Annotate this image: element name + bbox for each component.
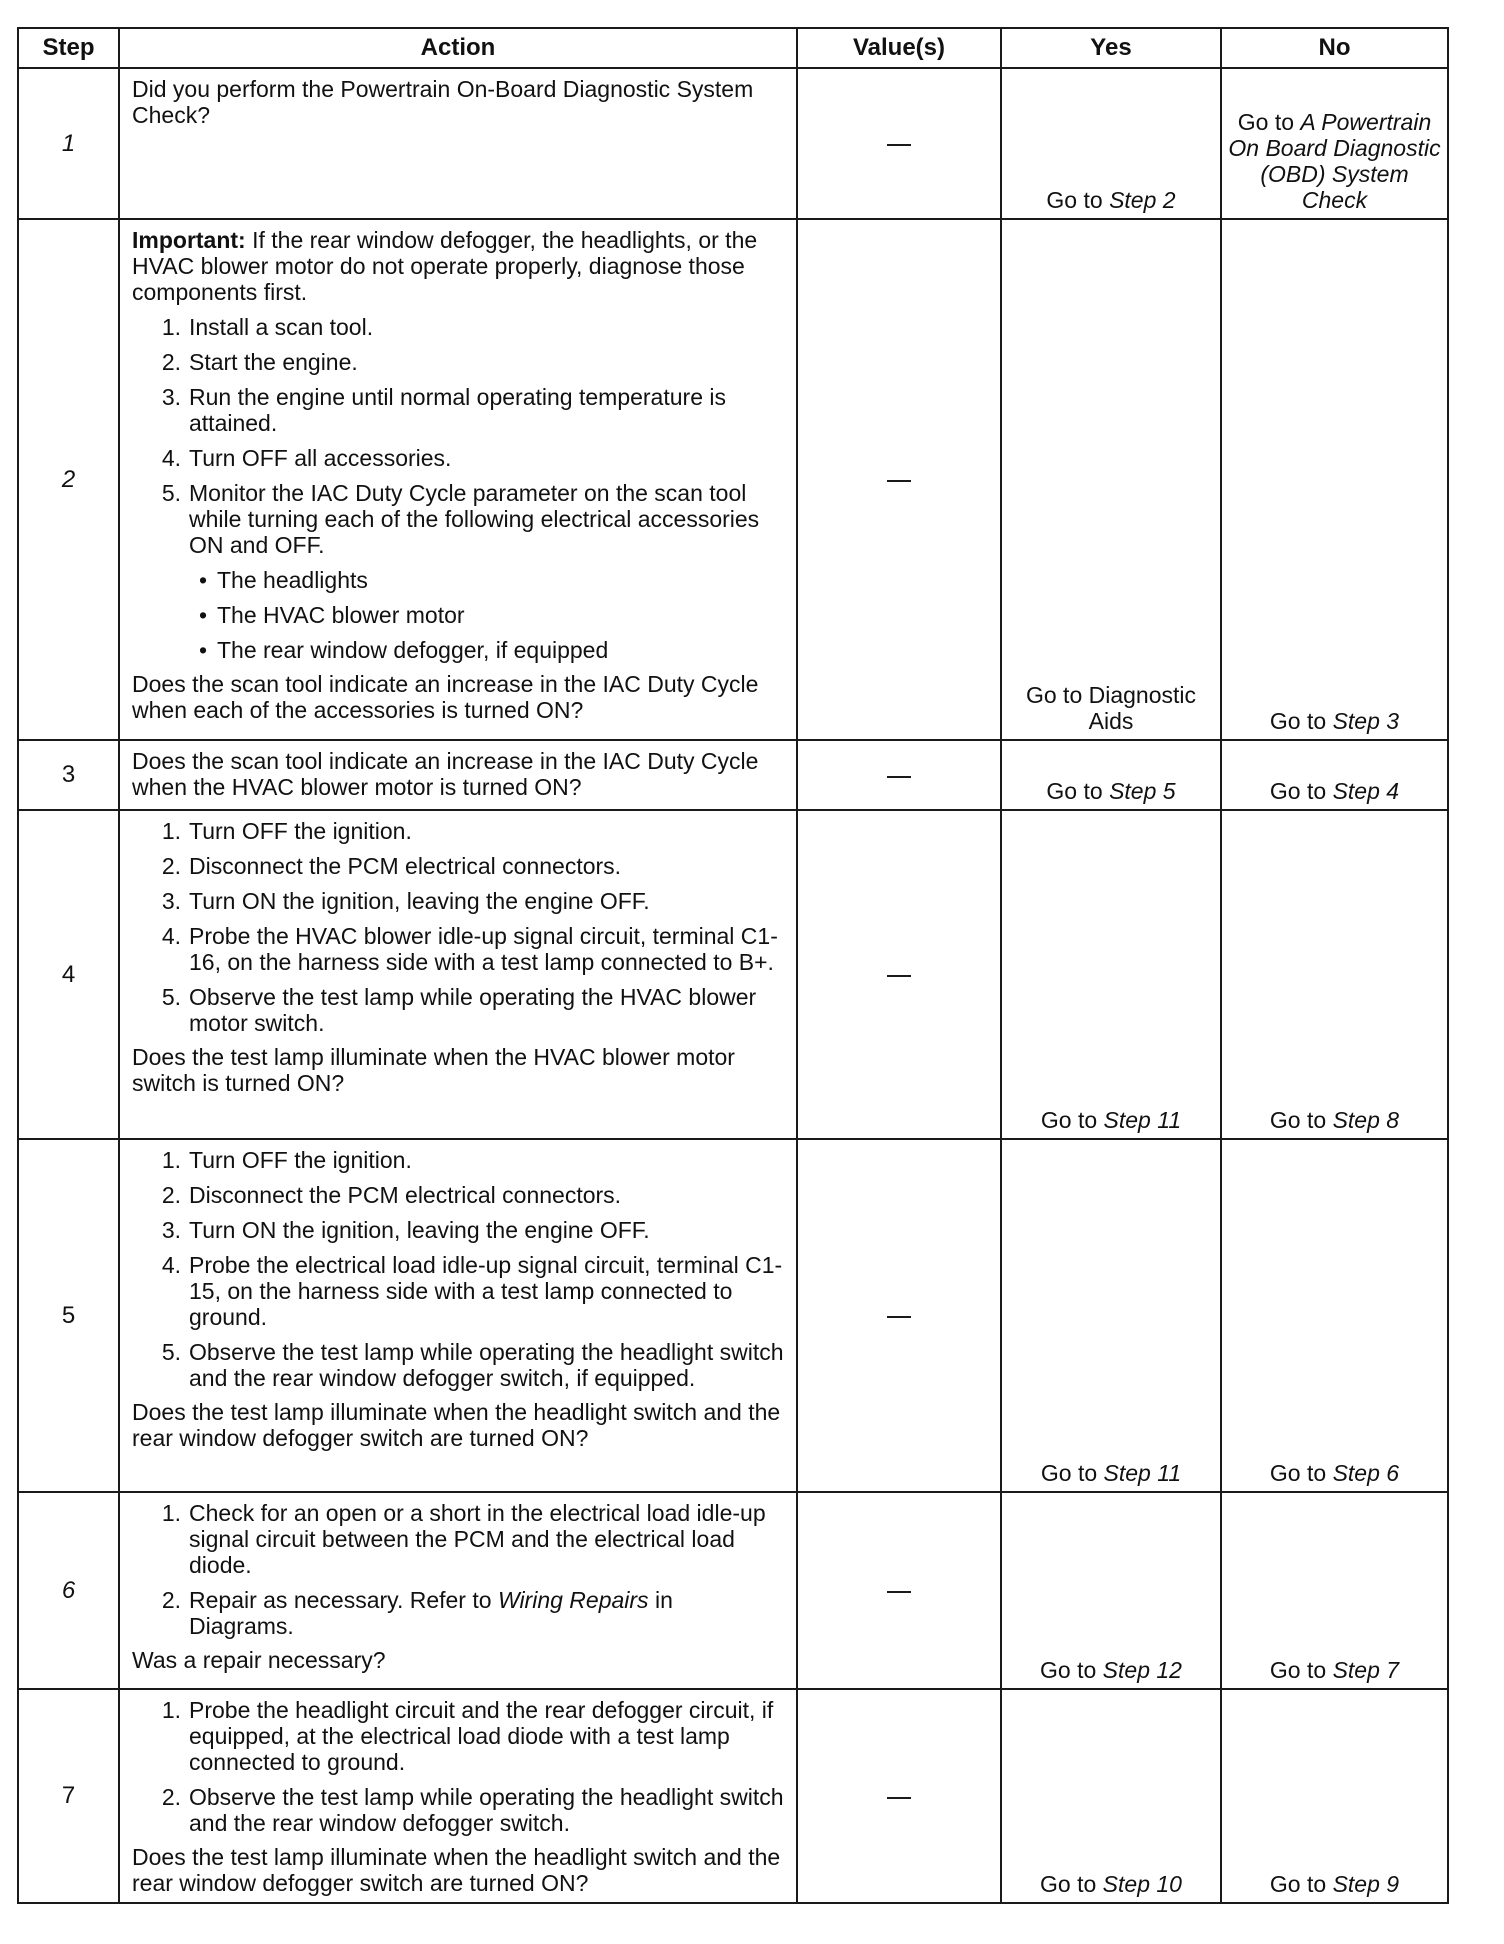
no-go-to: Go to <box>1269 778 1327 804</box>
header-values: Value(s) <box>797 28 1001 68</box>
list-item: 2. Disconnect the PCM electrical connectors. <box>132 853 784 879</box>
list-item: 4. Probe the HVAC blower idle-up signal circuit, terminal C1-16, on the harness side with a test lamp connected to B+. <box>132 923 784 975</box>
list-item-text: Probe the HVAC blower idle-up signal circuit, terminal C1-16, on the harness side with a test lamp connected to B+. <box>189 923 778 975</box>
action-question: Does the scan tool indicate an increase in the IAC Duty Cycle when each of the accessories is turned ON? <box>132 671 759 723</box>
no-cell <box>1221 810 1448 1139</box>
action-question: Does the test lamp illuminate when the headlight switch and the rear window defogger switch are turned ON? <box>132 1844 781 1896</box>
list-item: 1. Turn OFF the ignition. <box>132 1147 784 1173</box>
table-row <box>18 1492 1448 1689</box>
list-item: 3. Turn ON the ignition, leaving the engine OFF. <box>132 1217 784 1243</box>
action-cell <box>119 740 797 810</box>
no-cell <box>1221 740 1448 810</box>
list-item-text: Disconnect the PCM electrical connectors. <box>189 1182 622 1208</box>
list-item-text: Turn ON the ignition, leaving the engine OFF. <box>189 1217 650 1243</box>
list-item: 2. Observe the test lamp while operating the headlight switch and the rear window defogger switch. <box>161 1784 784 1836</box>
no-step-ref[interactable]: Step 6 <box>1332 1460 1400 1486</box>
yes-step-ref[interactable]: Step 11 <box>1103 1460 1182 1486</box>
no-go-to: Go to <box>1269 1460 1327 1486</box>
yes-cell <box>1001 1492 1221 1689</box>
list-item-text: Install a scan tool. <box>189 314 374 340</box>
no-step-ref[interactable]: Step 8 <box>1332 1107 1400 1133</box>
list-item: 5. Monitor the IAC Duty Cycle parameter on the scan tool while turning each of the following electrical accessories ON and OFF. <box>132 480 784 558</box>
list-item: 4. Probe the electrical load idle-up signal circuit, terminal C1-15, on the harness side with a test lamp connected to ground. <box>161 1252 783 1330</box>
list-item-text: Probe the electrical load idle-up signal circuit, terminal C1-15, on the harness side with a test lamp connected to ground. <box>189 1252 783 1330</box>
bullet-text: The rear window defogger, if equipped <box>217 637 609 663</box>
action-cell <box>119 219 797 740</box>
yes-step-ref[interactable]: Step 12 <box>1102 1657 1182 1683</box>
bullet-item: • The headlights <box>198 567 368 593</box>
important-label: Important: <box>132 227 246 253</box>
step-number: 4 <box>18 810 119 1139</box>
no-cell <box>1221 68 1448 219</box>
no-go-to: Go to <box>1237 109 1295 135</box>
yes-go-to-diagnostic-aids[interactable]: Go to Diagnostic Aids <box>1025 682 1197 734</box>
value-dash <box>887 1797 911 1799</box>
table-row <box>18 68 1448 219</box>
value-dash <box>887 1316 911 1318</box>
action-cell <box>119 1139 797 1492</box>
header-step: Step <box>18 28 119 68</box>
repair-text-end: in Diagrams. <box>189 1587 673 1639</box>
action-cell <box>119 810 797 1139</box>
no-cell <box>1221 219 1448 740</box>
no-step-ref[interactable]: Step 4 <box>1332 778 1400 804</box>
list-item: 3. Turn ON the ignition, leaving the engine OFF. <box>132 888 784 914</box>
value-cell <box>797 1492 1001 1689</box>
yes-go-to: Go to <box>1040 1657 1097 1683</box>
no-cell <box>1221 1139 1448 1492</box>
bullet-item: • The HVAC blower motor <box>198 602 465 628</box>
list-item: 2. Disconnect the PCM electrical connectors. <box>132 1182 784 1208</box>
action-question: Does the test lamp illuminate when the HVAC blower motor switch is turned ON? <box>132 1044 735 1096</box>
yes-step-ref[interactable]: Step 11 <box>1103 1107 1182 1133</box>
bullet-text: The headlights <box>217 567 368 593</box>
yes-go-to: Go to <box>1040 1871 1097 1897</box>
list-item: 4. Turn OFF all accessories. <box>132 445 784 471</box>
list-item: 1. Check for an open or a short in the electrical load idle-up signal circuit between the PCM and the electrical load diode. <box>132 1500 784 1578</box>
yes-go-to: Go to <box>1040 1460 1098 1486</box>
value-dash <box>887 975 911 977</box>
no-step-ref[interactable]: Step 9 <box>1332 1871 1400 1897</box>
no-step-ref[interactable]: Step 3 <box>1332 708 1400 734</box>
no-go-to: Go to <box>1269 1107 1327 1133</box>
list-item-text: Observe the test lamp while operating the HVAC blower motor switch. <box>189 984 757 1036</box>
list-item-text: Monitor the IAC Duty Cycle parameter on the scan tool while turning each of the following electrical accessories ON and OFF. <box>189 480 760 558</box>
list-item: 3. Run the engine until normal operating temperature is attained. <box>132 384 784 436</box>
action-question: Was a repair necessary? <box>132 1647 386 1673</box>
yes-cell <box>1001 1689 1221 1903</box>
step-number: 7 <box>18 1689 119 1903</box>
repair-text: Repair as necessary. Refer to <box>189 1587 492 1613</box>
action-question: Does the test lamp illuminate when the headlight switch and the rear window defogger switch are turned ON? <box>132 1399 781 1451</box>
list-item-text: Check for an open or a short in the electrical load idle-up signal circuit between the PCM and the electrical load diode. <box>189 1500 766 1578</box>
list-item-text: Turn OFF the ignition. <box>189 818 412 844</box>
no-go-to: Go to <box>1269 1657 1327 1683</box>
table-row <box>18 1139 1448 1492</box>
list-item: 5. Observe the test lamp while operating the HVAC blower motor switch. <box>132 984 784 1036</box>
no-cell <box>1221 1492 1448 1689</box>
step-number: 1 <box>18 68 119 219</box>
list-item-text: Probe the headlight circuit and the rear defogger circuit, if equipped, at the electrical load diode with a test lamp connected to ground. <box>189 1697 774 1775</box>
action-cell <box>119 1689 797 1903</box>
no-step-ref[interactable]: Step 7 <box>1332 1657 1400 1683</box>
bullet-item: • The rear window defogger, if equipped <box>198 637 609 663</box>
value-dash <box>887 776 911 778</box>
header-row <box>18 28 1448 68</box>
diagnostic-table <box>17 27 1449 1904</box>
list-item-text: Run the engine until normal operating temperature is attained. <box>189 384 726 436</box>
list-item-text: Observe the test lamp while operating the headlight switch and the rear window defogger switch. <box>189 1784 784 1836</box>
action-cell <box>119 1492 797 1689</box>
no-go-to: Go to <box>1269 708 1327 734</box>
value-dash <box>887 480 911 482</box>
no-step-ref[interactable]: A Powertrain On Board Diagnostic (OBD) System Check <box>1228 109 1441 213</box>
list-item-text <box>189 1587 784 1639</box>
yes-go-to: Go to <box>1046 778 1103 804</box>
list-item-text: Observe the test lamp while operating the headlight switch and the rear window defogger switch, if equipped. <box>189 1339 784 1391</box>
yes-go-to: Go to <box>1040 1107 1098 1133</box>
list-item: 1. Turn OFF the ignition. <box>132 818 784 844</box>
yes-step-ref[interactable]: Step 5 <box>1109 778 1176 804</box>
list-item: 2. Start the engine. <box>132 349 784 375</box>
yes-cell <box>1001 68 1221 219</box>
step-number: 6 <box>18 1492 119 1689</box>
value-dash <box>887 144 911 146</box>
list-item-text: Turn OFF all accessories. <box>189 445 452 471</box>
header-no: No <box>1221 28 1448 68</box>
yes-step-ref[interactable]: Step 2 <box>1109 187 1176 213</box>
list-item: 1. Install a scan tool. <box>132 314 784 340</box>
value-cell <box>797 1139 1001 1492</box>
table-row <box>18 740 1448 810</box>
table-row <box>18 810 1448 1139</box>
list-item-text: Turn ON the ignition, leaving the engine OFF. <box>189 888 650 914</box>
list-item: 5. Observe the test lamp while operating the headlight switch and the rear window defogger switch, if equipped. <box>161 1339 784 1391</box>
yes-cell <box>1001 810 1221 1139</box>
action-question: Did you perform the Powertrain On-Board Diagnostic System Check? <box>132 76 754 128</box>
bullet-text: The HVAC blower motor <box>217 602 465 628</box>
no-go-to: Go to <box>1269 1871 1327 1897</box>
no-cell <box>1221 1689 1448 1903</box>
yes-step-ref[interactable]: Step 10 <box>1102 1871 1182 1897</box>
header-action: Action <box>119 28 797 68</box>
step-number: 3 <box>18 740 119 810</box>
action-cell <box>119 68 797 219</box>
list-item-text: Start the engine. <box>189 349 358 375</box>
header-yes: Yes <box>1001 28 1221 68</box>
value-cell <box>797 1689 1001 1903</box>
value-cell <box>797 219 1001 740</box>
yes-cell <box>1001 1139 1221 1492</box>
action-question: Does the scan tool indicate an increase in the IAC Duty Cycle when the HVAC blower motor is turned ON? <box>132 748 759 800</box>
value-cell <box>797 810 1001 1139</box>
yes-go-to: Go to <box>1046 187 1103 213</box>
value-dash <box>887 1591 911 1593</box>
table-row <box>18 1689 1448 1903</box>
step-number: 5 <box>18 1139 119 1492</box>
yes-cell <box>1001 219 1221 740</box>
important-text: If the rear window defogger, the headlights, or the HVAC blower motor do not operate properly, diagnose those components first. <box>132 227 758 305</box>
step-number: 2 <box>18 219 119 740</box>
wiring-repairs-ref[interactable]: Wiring Repairs <box>497 1587 649 1613</box>
important-note <box>132 227 784 305</box>
list-item: 2. Repair as necessary. Refer to Wiring Repairs in Diagrams. <box>132 1587 784 1639</box>
list-item: 1. Probe the headlight circuit and the rear defogger circuit, if equipped, at the electrical load diode with a test lamp connected to ground. <box>132 1697 784 1775</box>
yes-cell <box>1001 740 1221 810</box>
list-item-text: Disconnect the PCM electrical connectors. <box>189 853 622 879</box>
value-cell <box>797 740 1001 810</box>
value-cell <box>797 68 1001 219</box>
table-row <box>18 219 1448 740</box>
list-item-text: Turn OFF the ignition. <box>189 1147 412 1173</box>
